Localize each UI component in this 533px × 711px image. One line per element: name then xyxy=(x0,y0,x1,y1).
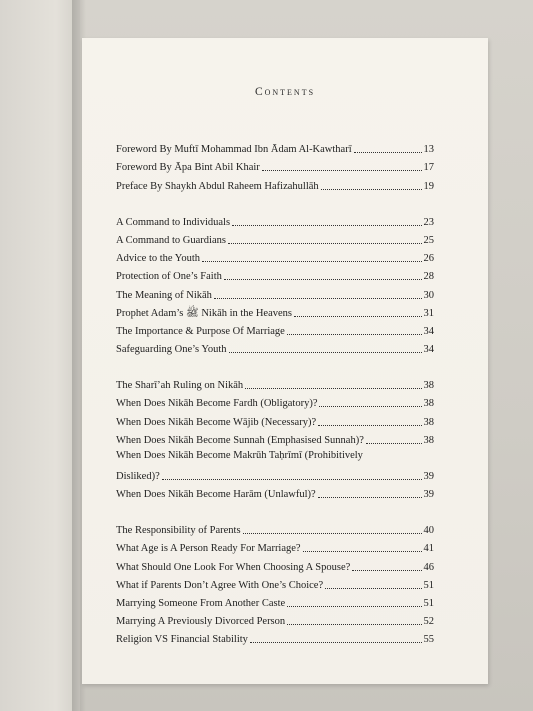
toc-page-number: 39 xyxy=(423,470,434,482)
toc-entry[interactable] xyxy=(116,447,434,483)
toc-entry-title: Foreword By Muftī Mohammad Ibn Ādam Al-Kawtharī xyxy=(116,144,352,156)
toc-page-number: 38 xyxy=(423,380,434,392)
toc-entry[interactable] xyxy=(116,574,434,592)
dot-leader xyxy=(287,334,422,335)
toc-page-number: 38 xyxy=(423,416,434,428)
dot-leader xyxy=(318,425,421,426)
toc-entry-title: A Command to Individuals xyxy=(116,216,231,228)
dot-leader xyxy=(354,152,422,153)
toc-entry[interactable] xyxy=(116,519,434,537)
dot-leader xyxy=(232,225,421,226)
toc-entry-title: Protection of One’s Faith xyxy=(116,271,222,283)
toc-entry[interactable] xyxy=(116,211,434,229)
toc-page-number: 39 xyxy=(423,489,434,500)
toc-page-number: 17 xyxy=(423,162,434,174)
toc-entry-title: The Importance & Purpose Of Marriage xyxy=(116,325,285,337)
toc-entry-title: When Does Nikāh Become Sunnah (Emphasised Sunnah)? xyxy=(116,434,364,446)
dot-leader xyxy=(224,279,422,280)
table-of-contents xyxy=(116,138,434,664)
dot-leader xyxy=(243,533,422,534)
toc-entry[interactable] xyxy=(116,537,434,555)
toc-entry[interactable] xyxy=(116,265,434,283)
toc-entry-title: What if Parents Don’t Agree With One’s Choice? xyxy=(116,579,324,591)
toc-entry-title: The Sharī’ah Ruling on Nikāh xyxy=(116,380,244,392)
dot-leader xyxy=(325,588,421,589)
dot-leader xyxy=(262,170,422,171)
toc-entry-title: The Meaning of Nikāh xyxy=(116,289,212,301)
toc-entry-title: Foreword By Āpa Bint Abil Khair xyxy=(116,162,260,174)
toc-entry[interactable] xyxy=(116,483,434,501)
toc-page-number: 51 xyxy=(423,579,434,591)
toc-page-number: 19 xyxy=(423,180,434,192)
toc-entry[interactable] xyxy=(116,247,434,265)
toc-entry-title: When Does Nikāh Become Wājib (Necessary)? xyxy=(116,416,317,428)
toc-page-number: 25 xyxy=(423,234,434,246)
toc-entry-title: What Should One Look For When Choosing A Spouse? xyxy=(116,561,351,573)
dot-leader xyxy=(228,243,422,244)
left-page-edge xyxy=(0,0,80,711)
toc-entry[interactable] xyxy=(116,392,434,410)
toc-entry-title: Safeguarding One’s Youth xyxy=(116,344,227,356)
toc-page-number: 13 xyxy=(423,144,434,156)
toc-page-number: 40 xyxy=(423,525,434,537)
toc-entry-title: Marrying Someone From Another Caste xyxy=(116,597,286,609)
toc-entry-title: Prophet Adam’s ﷺ Nikāh in the Heavens xyxy=(116,307,292,319)
toc-page-number: 46 xyxy=(423,561,434,573)
toc-page-number: 38 xyxy=(423,434,434,446)
dot-leader xyxy=(245,388,421,389)
toc-entry-title-continued: Disliked)? xyxy=(116,470,160,482)
toc-page-number: 55 xyxy=(423,634,434,646)
toc-entry-title: Marrying A Previously Divorced Person xyxy=(116,616,286,628)
toc-entry-title: The Responsibility of Parents xyxy=(116,525,241,537)
toc-section xyxy=(116,519,434,646)
toc-page-number: 26 xyxy=(423,253,434,265)
toc-entry[interactable] xyxy=(116,229,434,247)
dot-leader xyxy=(214,298,422,299)
toc-entry-title: When Does Nikāh Become Fardh (Obligatory)? xyxy=(116,398,318,410)
toc-section xyxy=(116,211,434,357)
dot-leader xyxy=(250,642,422,643)
toc-page-number: 34 xyxy=(423,325,434,337)
dot-leader xyxy=(318,497,422,498)
toc-entry[interactable] xyxy=(116,283,434,301)
toc-entry[interactable] xyxy=(116,320,434,338)
dot-leader xyxy=(352,570,421,571)
toc-page-number: 30 xyxy=(423,289,434,301)
toc-page-number: 52 xyxy=(423,616,434,628)
toc-entry[interactable] xyxy=(116,429,434,447)
toc-entry[interactable] xyxy=(116,410,434,428)
toc-entry-title: When Does Nikāh Become Harām (Unlawful)? xyxy=(116,489,316,500)
toc-entry-title: Advice to the Youth xyxy=(116,253,200,265)
dot-leader xyxy=(287,606,421,607)
toc-entry[interactable] xyxy=(116,138,434,156)
dot-leader xyxy=(202,261,422,262)
toc-page-number: 28 xyxy=(423,271,434,283)
toc-entry[interactable] xyxy=(116,174,434,192)
toc-page-number: 23 xyxy=(423,216,434,228)
toc-page-number: 51 xyxy=(423,597,434,609)
toc-entry[interactable] xyxy=(116,555,434,573)
book-page xyxy=(82,38,488,684)
toc-page-number: 34 xyxy=(423,344,434,356)
dot-leader xyxy=(162,479,422,480)
dot-leader xyxy=(366,443,422,444)
toc-entry[interactable] xyxy=(116,374,434,392)
dot-leader xyxy=(287,624,421,625)
dot-leader xyxy=(319,406,421,407)
dot-leader xyxy=(321,189,422,190)
toc-section xyxy=(116,138,434,193)
toc-entry-title: When Does Nikāh Become Makrūh Taḥrīmī (Prohibitively xyxy=(116,449,363,461)
toc-entry[interactable] xyxy=(116,610,434,628)
toc-entry-title: A Command to Guardians xyxy=(116,234,226,246)
toc-entry[interactable] xyxy=(116,628,434,646)
toc-entry-title: Preface By Shaykh Abdul Raheem Hafizahullāh xyxy=(116,180,319,192)
contents-heading: Contents xyxy=(254,86,316,98)
toc-entry[interactable] xyxy=(116,302,434,320)
toc-entry[interactable] xyxy=(116,338,434,356)
toc-page-number: 41 xyxy=(423,543,434,555)
dot-leader xyxy=(303,551,422,552)
toc-entry-title: What Age is A Person Ready For Marriage? xyxy=(116,543,301,555)
toc-section xyxy=(116,374,434,501)
toc-page-number: 31 xyxy=(423,307,434,319)
toc-entry[interactable] xyxy=(116,156,434,174)
toc-page-number: 38 xyxy=(423,398,434,410)
toc-entry[interactable] xyxy=(116,592,434,610)
dot-leader xyxy=(294,316,422,317)
toc-entry-title: Religion VS Financial Stability xyxy=(116,634,248,646)
dot-leader xyxy=(229,352,422,353)
